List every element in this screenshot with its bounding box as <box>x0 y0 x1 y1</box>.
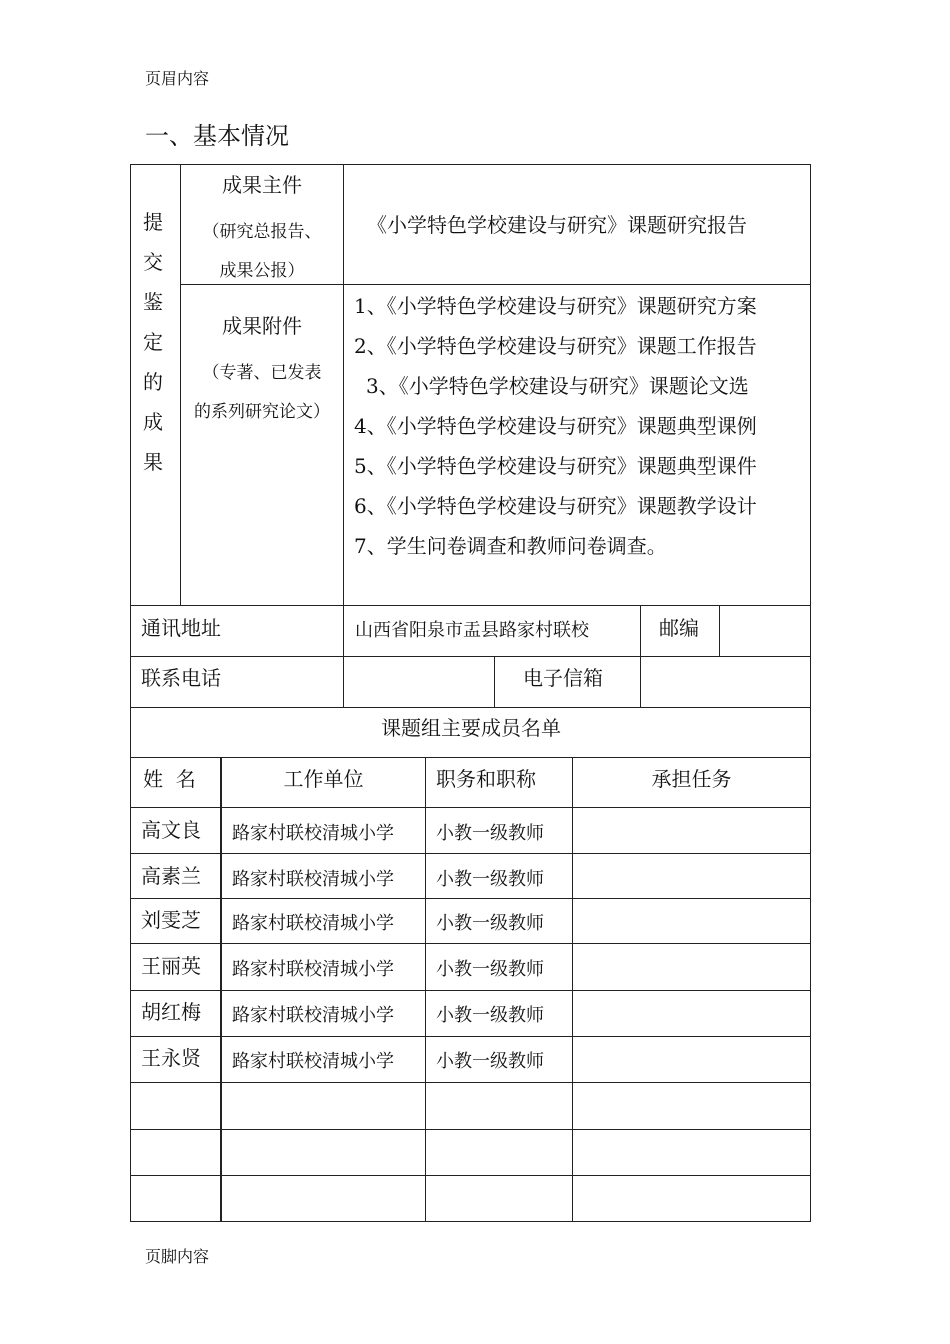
phone-label: 联系电话 <box>141 666 221 690</box>
list-item: 3、《小学特色学校建设与研究》课题论文选 <box>366 374 749 398</box>
address-label: 通讯地址 <box>141 616 221 640</box>
attachment-note-1: （专著、已发表 <box>202 363 322 383</box>
vertical-char: 提 <box>143 210 163 234</box>
section-title: 一、基本情况 <box>145 122 289 150</box>
member-unit: 路家村联校清城小学 <box>232 1005 394 1026</box>
member-name: 刘雯芝 <box>141 908 201 932</box>
column-header-task: 承担任务 <box>651 767 732 791</box>
address-value: 山西省阳泉市盂县路家村联校 <box>355 620 589 641</box>
list-item: 6、《小学特色学校建设与研究》课题教学设计 <box>354 494 757 518</box>
member-name: 胡红梅 <box>141 1000 201 1024</box>
vertical-char: 定 <box>143 330 163 354</box>
member-name: 王永贤 <box>141 1046 201 1070</box>
member-unit: 路家村联校清城小学 <box>232 823 394 844</box>
member-title: 小教一级教师 <box>436 823 544 844</box>
attachment-note-2: 的系列研究论文） <box>194 402 330 422</box>
vertical-char: 成 <box>143 410 163 434</box>
email-label: 电子信箱 <box>523 666 603 690</box>
member-name: 高素兰 <box>141 864 201 888</box>
main-work-label: 成果主件 <box>222 173 302 197</box>
list-item: 5、《小学特色学校建设与研究》课题典型课件 <box>354 454 757 478</box>
member-unit: 路家村联校清城小学 <box>232 1051 394 1072</box>
list-item: 4、《小学特色学校建设与研究》课题典型课例 <box>354 414 757 438</box>
member-name: 高文良 <box>141 818 201 842</box>
list-item: 7、学生问卷调查和教师问卷调查。 <box>354 534 667 558</box>
page-header: 页眉内容 <box>145 69 210 88</box>
list-item: 2、《小学特色学校建设与研究》课题工作报告 <box>354 334 757 358</box>
column-header-unit: 工作单位 <box>283 767 364 791</box>
member-unit: 路家村联校清城小学 <box>232 959 394 980</box>
column-header-title: 职务和职称 <box>436 767 536 791</box>
member-title: 小教一级教师 <box>436 1051 544 1072</box>
main-work-note-1: （研究总报告、 <box>202 222 322 242</box>
vertical-char: 的 <box>143 370 163 394</box>
vertical-char: 鉴 <box>143 290 163 314</box>
page-footer: 页脚内容 <box>145 1247 210 1266</box>
member-unit: 路家村联校清城小学 <box>232 913 394 934</box>
main-work-note-2: 成果公报） <box>219 261 305 281</box>
vertical-char: 果 <box>143 450 163 474</box>
member-title: 小教一级教师 <box>436 869 544 890</box>
attachment-label: 成果附件 <box>222 314 302 338</box>
column-header-name: 姓 名 <box>143 767 196 791</box>
vertical-char: 交 <box>143 250 163 274</box>
member-title: 小教一级教师 <box>436 913 544 934</box>
member-unit: 路家村联校清城小学 <box>232 869 394 890</box>
member-name: 王丽英 <box>141 954 201 978</box>
member-title: 小教一级教师 <box>436 959 544 980</box>
zip-label: 邮编 <box>659 616 699 640</box>
member-title: 小教一级教师 <box>436 1005 544 1026</box>
members-title: 课题组主要成员名单 <box>381 716 561 740</box>
main-work-value: 《小学特色学校建设与研究》课题研究报告 <box>367 213 747 237</box>
list-item: 1、《小学特色学校建设与研究》课题研究方案 <box>354 294 757 318</box>
